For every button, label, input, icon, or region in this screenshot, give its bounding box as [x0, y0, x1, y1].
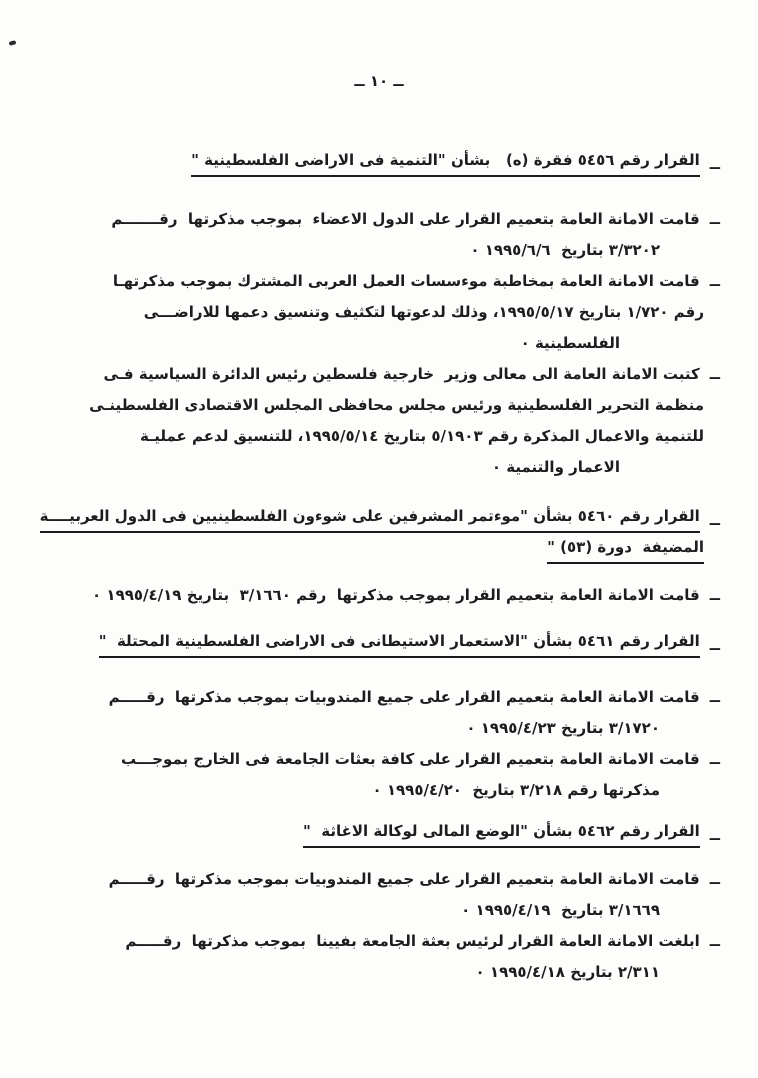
memo-number-line	[38, 956, 720, 987]
bullet-text: منظمة التحرير الفلسطينية ورئيس مجلس محافظى المجلس الاقتصادى الفلسطينـى	[89, 395, 704, 414]
bullet-text: قامت الامانة العامة بتعميم القرار على جميع المندوبيات بموجب مذكرتها رقـــــم	[108, 687, 700, 706]
bullet-text: قامت الامانة العامة بتعميم القرار على جميع المندوبيات بموجب مذكرتها رقـــــم	[108, 869, 700, 888]
bullet-text: ٢/٣١١ بتاريخ ١٩٩٥/٤/١٨ ٠	[475, 962, 660, 981]
bullet-line	[38, 203, 720, 234]
decision-heading-5460-continuation	[38, 535, 720, 566]
bullet-line	[38, 358, 720, 389]
memo-number-line	[38, 894, 720, 925]
memo-number-line	[38, 234, 720, 265]
bullet-line	[38, 863, 720, 894]
bullet-continuation-line	[38, 389, 720, 420]
bullet-continuation-line	[38, 420, 720, 451]
heading-text: القرار رقم ٥٤٦٢ بشأن "الوضع المالى لوكالة الاغاثة "	[303, 822, 700, 848]
bullet-line	[38, 743, 720, 774]
heading-text: القرار رقم ٥٤٦١ بشأن "الاستعمار الاستيطانى فى الاراضى الفلسطينية المحتلة "	[99, 632, 700, 658]
decision-heading-5456	[38, 148, 720, 179]
bullet-text: قامت الامانة العامة بمخاطبة موءسسات العمل العربى المشترك بموجب مذكرتهـا	[112, 271, 700, 290]
bullet-text: قامت الامانة العامة بتعميم القرار بموجب مذكرتها رقم ٣/١٦٦٠ بتاريخ ١٩٩٥/٤/١٩ ٠	[92, 585, 700, 604]
scan-artifact-speck	[9, 40, 17, 46]
bullet-line	[38, 925, 720, 956]
memo-number-line	[38, 774, 720, 805]
bullet-line	[38, 579, 720, 610]
decision-heading-5460	[38, 504, 720, 535]
bullet-text: كتبت الامانة العامة الى معالى وزير خارجية فلسطين رئيس الدائرة السياسية فـى	[103, 364, 700, 383]
dash-marker: ــ	[709, 209, 720, 228]
dash-marker: ــ	[709, 825, 720, 844]
bullet-text: مذكرتها رقم ٣/٢١٨ بتاريخ ١٩٩٥/٤/٢٠ ٠	[372, 780, 660, 799]
bullet-text: رقم ١/٧٢٠ بتاريخ ١٩٩٥/٥/١٧، وذلك لدعوتها لتكثيف وتنسيق دعمها للاراضـــى	[143, 302, 704, 321]
bullet-text: للتنمية والاعمال المذكرة رقم ٥/١٩٠٣ بتاريخ ١٩٩٥/٥/١٤، للتنسيق لدعم عمليـة	[140, 426, 704, 445]
bullet-continuation-line	[38, 327, 720, 358]
dash-marker: ــ	[709, 749, 720, 768]
bullet-text: ٣/١٦٦٩ بتاريخ ١٩٩٥/٤/١٩ ٠	[461, 900, 660, 919]
dash-marker: ــ	[709, 154, 720, 173]
decision-heading-5462	[38, 819, 720, 850]
dash-marker: ــ	[709, 364, 720, 383]
bullet-text: قامت الامانة العامة بتعميم القرار على كافة بعثات الجامعة فى الخارج بموجـــب	[120, 749, 700, 768]
decision-heading-5461	[38, 629, 720, 660]
dash-marker: ــ	[709, 585, 720, 604]
bullet-text: الاعمار والتنمية ٠	[491, 457, 620, 476]
document-content	[0, 70, 758, 987]
heading-text: القرار رقم ٥٤٥٦ فقرة (ه) بشأن "التنمية فى الاراضى الفلسطينية "	[191, 151, 700, 177]
bullet-continuation-line	[38, 451, 720, 482]
dash-marker: ــ	[709, 271, 720, 290]
dash-marker: ــ	[709, 510, 720, 529]
dash-marker: ــ	[709, 635, 720, 654]
dash-marker: ــ	[709, 869, 720, 888]
bullet-text: ابلغت الامانة العامة القرار لرئيس بعثة الجامعة بفيينا بموجب مذكرتها رقـــــم	[125, 931, 700, 950]
bullet-line	[38, 265, 720, 296]
bullet-line	[38, 681, 720, 712]
dash-marker: ــ	[709, 687, 720, 706]
bullet-text: الفلسطينية ٠	[520, 333, 620, 352]
heading-text: المضيفة دورة (٥٣) "	[547, 538, 704, 564]
page-number: ــ ١٠ ــ	[354, 72, 404, 90]
bullet-continuation-line	[38, 296, 720, 327]
dash-marker: ــ	[709, 931, 720, 950]
heading-text: القرار رقم ٥٤٦٠ بشأن "موءتمر المشرفين على شوءون الفلسطينيين فى الدول العربيــــة	[40, 507, 700, 533]
bullet-text: قامت الامانة العامة بتعميم القرار على الدول الاعضاء بموجب مذكرتها رقـــــــم	[111, 209, 700, 228]
memo-number-line	[38, 712, 720, 743]
bullet-text: ٣/١٧٢٠ بتاريخ ١٩٩٥/٤/٢٣ ٠	[466, 718, 660, 737]
bullet-text: ٣/٣٢٠٢ بتاريخ ١٩٩٥/٦/٦ ٠	[470, 240, 660, 259]
